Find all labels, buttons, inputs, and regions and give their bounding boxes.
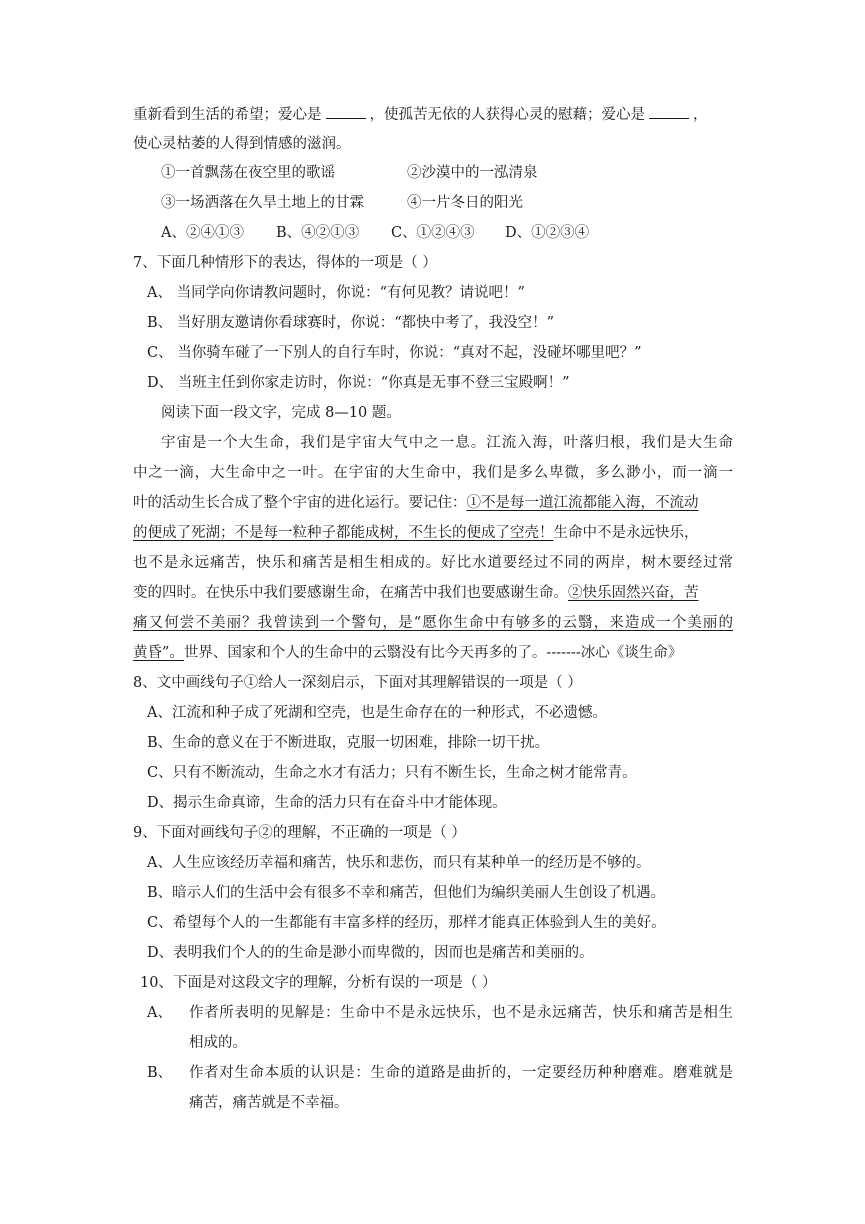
intro-line-2: 使心灵枯萎的人得到情感的滋润。 <box>133 136 351 152</box>
answer-choice-c: C、①②④③ <box>391 225 475 241</box>
option-item-1: ①一首飘荡在夜空里的歌谣 <box>161 165 335 181</box>
question-8-option-d: D、揭示生命真谛，生命的活力只有在奋斗中才能体现。 <box>147 795 507 811</box>
question-9-stem: 9、下面对画线句子②的理解，不正确的一项是（ ） <box>133 825 466 841</box>
question-9-option-a: A、人生应该经历幸福和痛苦，快乐和悲伤，而只有某种单一的经历是不够的。 <box>147 855 651 871</box>
answer-choice-b: B、④②①③ <box>276 225 360 241</box>
answer-blank-1 <box>326 104 366 119</box>
underlined-sentence-2-middle: 痛又何尝不美丽？我曾读到一个警句，是“愿你生命中有够多的云翳，来造成一个美丽的 <box>133 615 733 631</box>
question-7-option-b: B、 当好朋友邀请你看球赛时，你说：“都快中考了，我没空！” <box>147 315 555 331</box>
question-8-stem: 8、文中画线句子①给人一深刻启示，下面对其理解错误的一项是（ ） <box>133 675 582 691</box>
answer-choice-d: D、①②③④ <box>505 225 590 241</box>
underlined-sentence-2-start: ②快乐固然兴奋，苦 <box>568 585 699 601</box>
passage-line-2: 中之一滴，大生命中之一叶。在宇宙的大生命中，我们是多么卑微，多么渺小，而一滴一 <box>133 465 733 481</box>
passage-text-6a: 变的四时。在快乐中我们要感谢生命，在痛苦中我们也要感谢生命。 <box>133 585 568 601</box>
question-10-option-b-label: B、 <box>147 1065 173 1081</box>
question-10-option-a-line-1: 作者所表明的见解是：生命中不是永远快乐，也不是永远痛苦，快乐和痛苦是相生 <box>189 1005 733 1021</box>
underlined-sentence-1-start: ①不是每一道江流都能入海，不流动 <box>466 495 699 511</box>
passage-line-8 <box>133 643 682 663</box>
intro-text-1b: ，使孤苦无依的人获得心灵的慰藉；爱心是 <box>369 107 645 123</box>
answer-choice-a: A、②④①③ <box>161 225 244 241</box>
question-10-option-b-line-1: 作者对生命本质的认识是：生命的道路是曲折的，一定要经历种种磨难。磨难就是 <box>189 1065 733 1081</box>
intro-text-1c: ， <box>693 107 708 123</box>
question-10-option-a-line-2: 相成的。 <box>189 1035 247 1051</box>
question-10-option-a-label: A、 <box>147 1005 172 1021</box>
option-item-4: ④一片冬日的阳光 <box>407 195 523 211</box>
underlined-sentence-2-end: 黄昏”。 <box>133 645 184 661</box>
question-9-option-c: C、希望每个人的一生都能有丰富多样的经历，那样才能真正体验到人生的美好。 <box>147 915 666 931</box>
question-9-option-d: D、表明我们个人的的生命是渺小而卑微的，因而也是痛苦和美丽的。 <box>147 945 594 961</box>
passage-text-3a: 叶的活动生长合成了整个宇宙的进化运行。要记住： <box>133 495 467 511</box>
question-8-option-a: A、江流和种子成了死湖和空壳，也是生命存在的一种形式，不必遗憾。 <box>147 705 607 721</box>
answer-blank-2 <box>649 104 689 119</box>
intro-text-1a: 重新看到生活的希望；爱心是 <box>133 107 322 123</box>
option-item-3: ③一场洒落在久旱土地上的甘霖 <box>161 195 364 211</box>
reading-instruction: 阅读下面一段文字，完成 8—10 题。 <box>161 405 401 421</box>
question-8-option-b: B、生命的意义在于不断进取，克服一切困难，排除一切干扰。 <box>147 735 550 751</box>
option-item-2: ②沙漠中的一泓清泉 <box>407 165 538 181</box>
question-7-option-d: D、 当班主任到你家走访时，你说：“你真是无事不登三宝殿啊！” <box>147 375 570 391</box>
passage-line-4 <box>133 523 699 543</box>
intro-line-1 <box>133 104 708 125</box>
passage-line-5: 也不是永远痛苦，快乐和痛苦是相生相成的。好比水道要经过不同的两岸，树木要经过常 <box>133 555 733 571</box>
question-7-option-c: C、 当你骑车碰了一下别人的自行车时，你说：“真对不起，没碰坏哪里吧？” <box>147 345 642 361</box>
underlined-sentence-1-end: 的便成了死湖；不是每一粒种子都能成树，不生长的便成了空壳！ <box>133 525 554 541</box>
passage-line-3 <box>133 493 699 513</box>
question-7-stem: 7、下面几种情形下的表达，得体的一项是（ ） <box>133 255 437 271</box>
passage-text-8b: 世界、国家和个人的生命中的云翳没有比今天再多的了。-------冰心《谈生命》 <box>183 645 683 661</box>
question-10-stem: 10、下面是对这段文字的理解，分析有误的一项是（ ） <box>140 975 497 991</box>
question-10-option-b-line-2: 痛苦，痛苦就是不幸福。 <box>189 1095 349 1111</box>
question-9-option-b: B、暗示人们的生活中会有很多不幸和痛苦，但他们为编织美丽人生创设了机遇。 <box>147 885 666 901</box>
question-8-option-c: C、只有不断流动，生命之水才有活力；只有不断生长，生命之树才能常青。 <box>147 765 637 781</box>
passage-line-6 <box>133 583 699 603</box>
question-7-option-a: A、 当同学向你请教问题时，你说：“有何见教？请说吧！” <box>147 285 525 301</box>
passage-line-1: 宇宙是一个大生命，我们是宇宙大气中之一息。江流入海，叶落归根，我们是大生命 <box>161 435 733 451</box>
passage-text-4b: 生命中不是永远快乐， <box>553 525 699 541</box>
